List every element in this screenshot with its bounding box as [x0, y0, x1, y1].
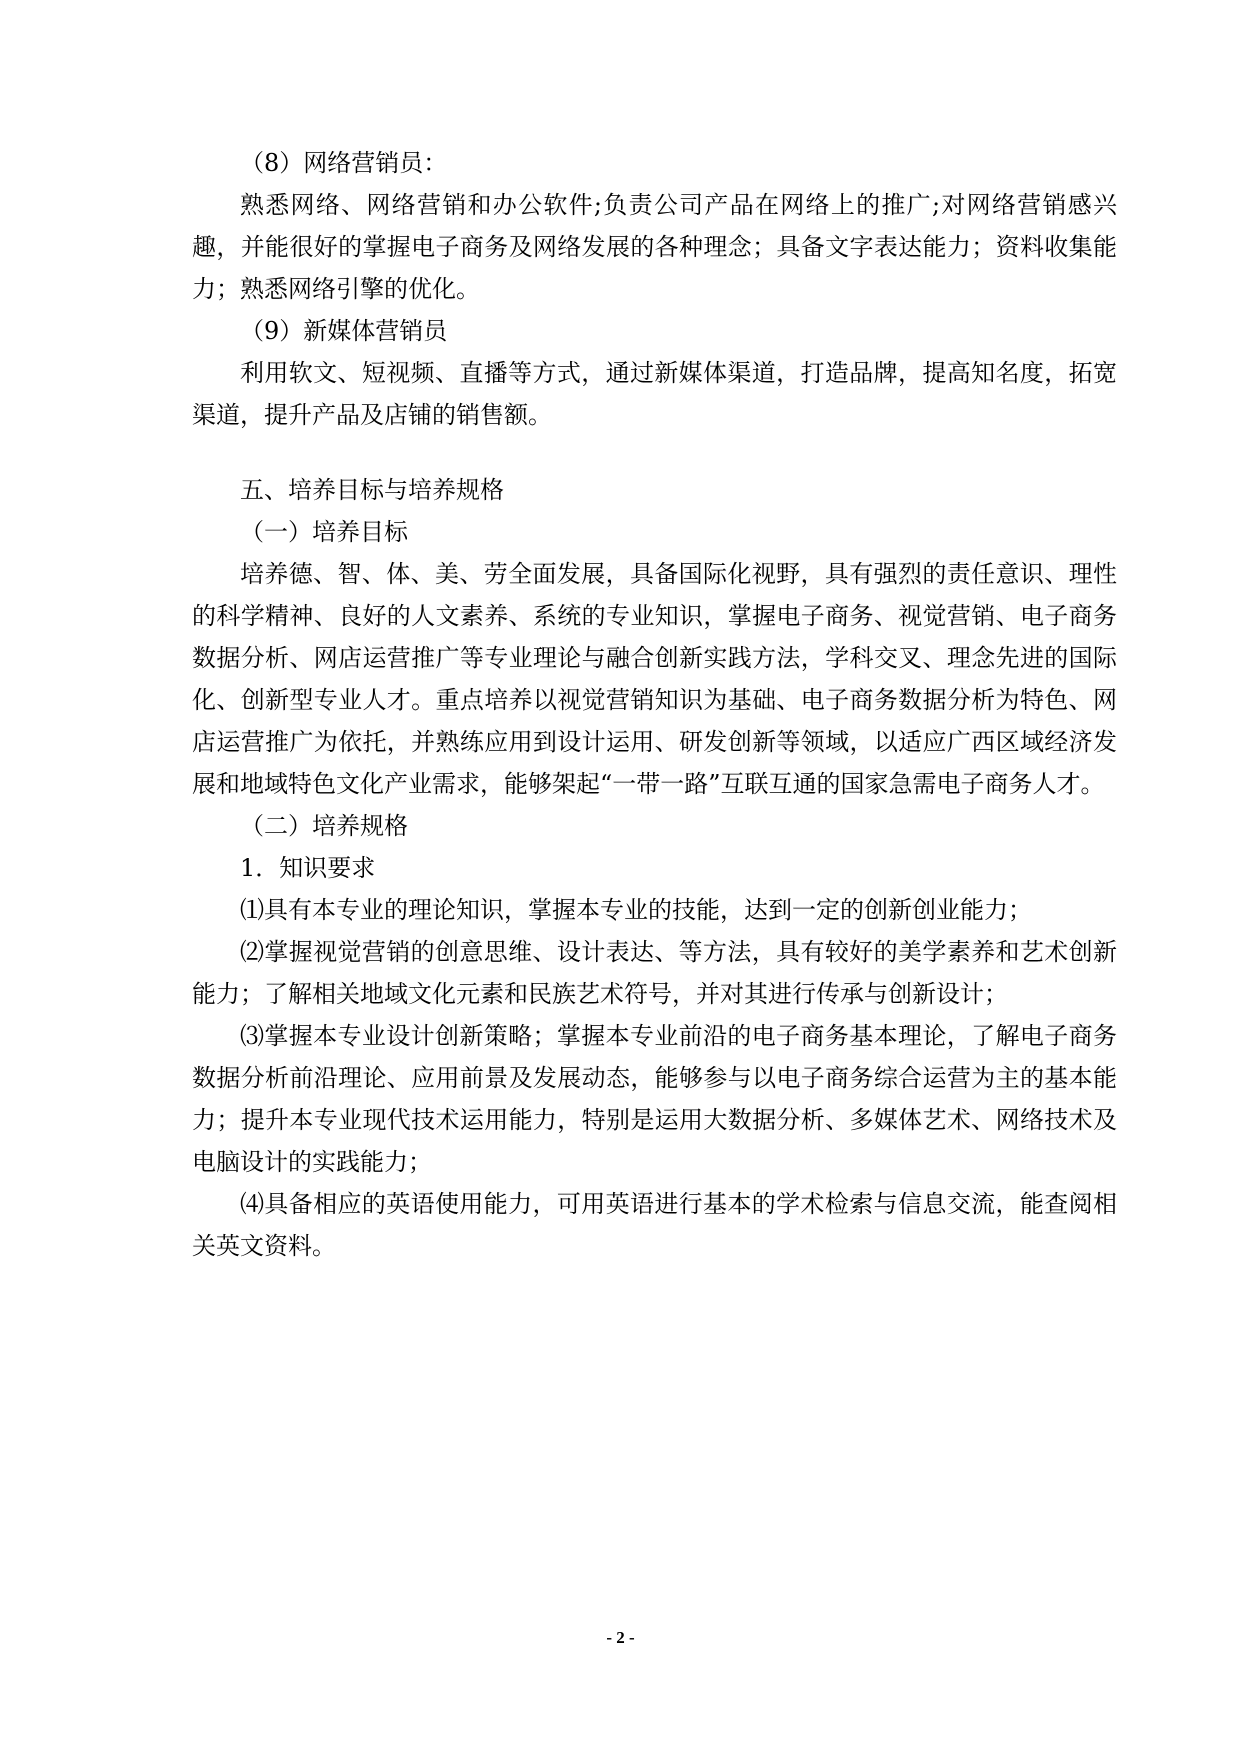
document-body: [192, 142, 1117, 1267]
heading-network-marketer: （8）网络营销员：: [240, 149, 448, 177]
network-marketer-description: 熟悉网络、网络营销和办公软件;负责公司产品在网络上的推广;对网络营销感兴趣，并能很好的掌握电子商务及网络发展的各种理念；具备文字表达能力；资料收集能力；熟悉网络引擎的优化。: [192, 191, 1117, 303]
subsection-goals-title: （一）培养目标: [240, 518, 408, 546]
subsection-specs-title: （二）培养规格: [240, 812, 408, 840]
knowledge-item-2: ⑵掌握视觉营销的创意思维、设计表达、等方法，具有较好的美学素养和艺术创新能力；了解相关地域文化元素和民族艺术符号，并对其进行传承与创新设计；: [192, 938, 1117, 1008]
goals-paragraph: 培养德、智、体、美、劳全面发展，具备国际化视野，具有强烈的责任意识、理性的科学精神、良好的人文素养、系统的专业知识，掌握电子商务、视觉营销、电子商务数据分析、网店运营推广等专业理论与融合创新实践方法，学科交叉、理念先进的国际化、创新型专业人才。重点培养以视觉营销知识为基础、电子商务数据分析为特色、网店运营推广为依托，并熟练应用到设计运用、研发创新等领域，以适应广西区域经济发展和地域特色文化产业需求，能够架起“一带一路”互联互通的国家急需电子商务人才。: [192, 560, 1117, 798]
knowledge-item-1: ⑴具有本专业的理论知识，掌握本专业的技能，达到一定的创新创业能力；: [240, 896, 1032, 924]
section-five-title: 五、培养目标与培养规格: [240, 476, 504, 504]
page-number: - 2 -: [606, 1628, 635, 1647]
knowledge-item-3: ⑶掌握本专业设计创新策略；掌握本专业前沿的电子商务基本理论，了解电子商务数据分析前沿理论、应用前景及发展动态，能够参与以电子商务综合运营为主的基本能力；提升本专业现代技术运用能力，特别是运用大数据分析、多媒体艺术、网络技术及电脑设计的实践能力；: [192, 1022, 1117, 1176]
heading-new-media-marketer: （9）新媒体营销员: [240, 317, 448, 345]
knowledge-requirements-title: 1．知识要求: [240, 854, 376, 882]
new-media-marketer-description: 利用软文、短视频、直播等方式，通过新媒体渠道，打造品牌，提高知名度，拓宽渠道，提升产品及店铺的销售额。: [192, 359, 1117, 429]
section-spacer: [192, 436, 1117, 469]
knowledge-item-4: ⑷具备相应的英语使用能力，可用英语进行基本的学术检索与信息交流，能查阅相关英文资料。: [192, 1190, 1117, 1260]
